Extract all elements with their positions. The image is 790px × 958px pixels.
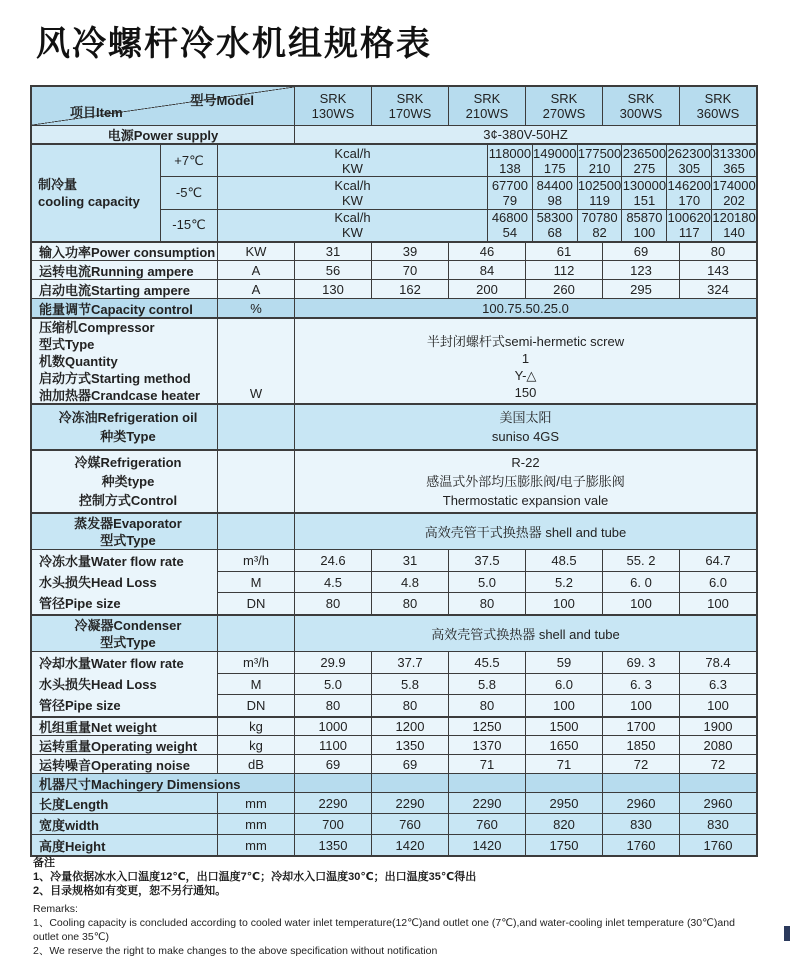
value-cell: 324	[679, 280, 756, 298]
value-cell: 120180 140	[712, 210, 756, 241]
cooling-subrows	[160, 145, 756, 241]
empty-cell	[679, 774, 756, 792]
cond-headloss-row	[217, 673, 756, 695]
row-values	[294, 695, 756, 716]
label-line: 蒸发器Evaporator	[74, 515, 182, 531]
value-cell: 5.8	[448, 674, 525, 695]
value-cell: 48.5	[525, 550, 602, 571]
capacity-control-value: 100.75.50.25.0	[294, 299, 756, 317]
label-line: 管径Pipe size	[39, 595, 121, 611]
cooling-values	[487, 210, 756, 241]
value-cell: 45.5	[448, 652, 525, 673]
value-cell: 72	[679, 755, 756, 773]
value-cell: 700	[294, 814, 371, 834]
value-cell: 100	[525, 593, 602, 614]
value-cell: 1420	[371, 835, 448, 855]
value-cell: 84	[448, 261, 525, 279]
row-values	[294, 243, 756, 260]
value-cell: 6.0	[679, 572, 756, 593]
condenser-type-value: 高效壳管式换热器 shell and tube	[294, 616, 756, 651]
empty-cell	[602, 774, 679, 792]
refrigerant-labels	[32, 451, 217, 512]
value-cell: 31	[294, 243, 371, 260]
value-cell: 58300 68	[532, 210, 577, 241]
section-evaporator-header	[32, 512, 756, 549]
value-cell: 46	[448, 243, 525, 260]
value-cell: 100	[679, 695, 756, 716]
value-cell: 69. 3	[602, 652, 679, 673]
section-evaporator-data	[32, 549, 756, 614]
label-line: 水头损失Head Loss	[39, 676, 157, 692]
value-cell: 31	[371, 550, 448, 571]
row-power-consumption	[32, 241, 756, 260]
value-cell: 830	[679, 814, 756, 834]
label-line: 水头损失Head Loss	[39, 574, 157, 590]
unit-kw: KW	[342, 225, 363, 241]
remarks-cn-title: 备注	[33, 857, 55, 869]
cond-pipesize-row	[217, 694, 756, 716]
value-cell: 80	[294, 593, 371, 614]
compressor-type-value: 半封闭螺杆式semi-hermetic screw	[426, 334, 625, 349]
row-label: 宽度width	[39, 817, 99, 833]
value-cell: 1200	[371, 718, 448, 735]
refrigerant-values	[294, 451, 756, 512]
value-cell: 70780 82	[577, 210, 622, 241]
value-cell: 146200 170	[667, 177, 711, 208]
section-cooling-capacity	[32, 143, 756, 241]
row-unit: A	[217, 280, 294, 298]
row-unit: DN	[217, 593, 294, 614]
cond-flow-row	[217, 652, 756, 673]
label-line: 型式Type	[39, 337, 95, 352]
row-label: 高度Height	[39, 838, 106, 854]
remarks-cn-line: 2、目录规格如有变更，恕不另行通知。	[33, 885, 227, 897]
model-header-cells	[294, 87, 756, 125]
remarks-cn-line: 1、冷量依据冰水入口温度12℃，出口温度7℃；冷却水入口温度30℃；出口温度35℃得出	[33, 871, 477, 883]
unit-cell	[217, 145, 487, 176]
row-starting-ampere	[32, 279, 756, 298]
value-cell: 80	[371, 593, 448, 614]
row-unit: M	[217, 674, 294, 695]
value-cell: SRK 300WS	[602, 87, 679, 125]
value-cell: 262300 305	[667, 145, 711, 176]
value-cell: 1350	[294, 835, 371, 855]
cooling-values	[487, 177, 756, 208]
remarks-en-line: 1、Cooling capacity is concluded according to cooled water inlet temperature(12℃)and outlet one (7℃),and water-cooling inlet temperature (30℃)and outlet one 35℃)	[33, 917, 735, 943]
section-refrigeration-oil	[32, 403, 756, 449]
cooling-values	[487, 145, 756, 176]
label-line: 型式Type	[100, 532, 156, 548]
label-line: 压缩机Compressor	[39, 320, 155, 335]
row-values	[294, 674, 756, 695]
label-line: 种类Type	[100, 429, 156, 444]
value-cell: 1250	[448, 718, 525, 735]
value-cell: 177500 210	[577, 145, 622, 176]
refrigerant-control-en: Thermostatic expansion vale	[442, 493, 609, 508]
value-cell: 29.9	[294, 652, 371, 673]
value-cell: 100	[525, 695, 602, 716]
value-cell: 6. 3	[602, 674, 679, 695]
value-cell: 2960	[679, 793, 756, 813]
value-cell: 236500 275	[622, 145, 667, 176]
evaporator-subrows	[217, 550, 756, 614]
cooling-label-cn: 制冷量	[38, 177, 78, 192]
value-cell: 69	[371, 755, 448, 773]
power-supply-value: 3¢-380V-50HZ	[294, 126, 756, 143]
label-line: 启动方式Starting method	[39, 371, 191, 386]
row-values	[294, 793, 756, 813]
value-cell: 80	[294, 695, 371, 716]
row-unit: m³/h	[217, 652, 294, 673]
oil-values	[294, 405, 756, 449]
value-cell: 1100	[294, 736, 371, 754]
value-cell: 1370	[448, 736, 525, 754]
value-cell: SRK 170WS	[371, 87, 448, 125]
temp-label: +7℃	[160, 145, 217, 176]
label-line: 冷冻水量Water flow rate	[39, 553, 184, 569]
value-cell: 100	[602, 593, 679, 614]
value-cell: 39	[371, 243, 448, 260]
value-cell: 85870 100	[621, 210, 666, 241]
corner-item-label: 项目Item	[70, 105, 123, 120]
row-label: 输入功率Power consumption	[39, 245, 216, 260]
value-cell: 80	[448, 593, 525, 614]
row-unit: kg	[217, 718, 294, 735]
value-cell: SRK 210WS	[448, 87, 525, 125]
cooling-capacity-label	[32, 145, 160, 241]
condenser-unit-cell	[217, 616, 294, 651]
row-label: 运转电流Running ampere	[39, 263, 194, 279]
value-cell: 69	[602, 243, 679, 260]
value-cell: 2950	[525, 793, 602, 813]
row-width	[32, 813, 756, 834]
value-cell: 67700 79	[487, 177, 532, 208]
refrigerant-unit-cell	[217, 451, 294, 512]
row-values	[294, 755, 756, 773]
value-cell: 70	[371, 261, 448, 279]
compressor-quantity-value: 1	[521, 351, 530, 366]
value-cell: 71	[525, 755, 602, 773]
temp-label: -15℃	[160, 210, 217, 241]
value-cell: 4.8	[371, 572, 448, 593]
label-line: 冷凝器Condenser	[74, 617, 182, 633]
cooling-row-minus5	[160, 176, 756, 208]
value-cell: 5.0	[294, 674, 371, 695]
row-running-ampere	[32, 260, 756, 279]
value-cell: 118000 138	[488, 145, 532, 176]
compressor-heater-value: 150	[514, 385, 537, 400]
unit-kcal: Kcal/h	[334, 177, 371, 193]
value-cell: 5.0	[448, 572, 525, 593]
label-line: 冷冻油Refrigeration oil	[58, 410, 198, 425]
row-label: 运转噪音Operating noise	[39, 757, 190, 773]
value-cell: 5.2	[525, 572, 602, 593]
value-cell: 112	[525, 261, 602, 279]
value-cell: 84400 98	[532, 177, 577, 208]
value-cell: 1350	[371, 736, 448, 754]
value-cell: 64.7	[679, 550, 756, 571]
value-cell: 1760	[679, 835, 756, 855]
label-line: 管径Pipe size	[39, 697, 121, 713]
row-dimensions-header	[32, 773, 756, 792]
row-unit: KW	[217, 243, 294, 260]
value-cell: 162	[371, 280, 448, 298]
value-cell: 1000	[294, 718, 371, 735]
row-unit: dB	[217, 755, 294, 773]
empty-cell	[525, 774, 602, 792]
row-values	[294, 550, 756, 571]
value-cell: 5.8	[371, 674, 448, 695]
value-cell: 80	[448, 695, 525, 716]
value-cell: 1750	[525, 835, 602, 855]
compressor-labels	[32, 319, 217, 403]
evaporator-unit-cell	[217, 514, 294, 549]
value-cell: 1760	[602, 835, 679, 855]
row-values	[294, 572, 756, 593]
value-cell: 260	[525, 280, 602, 298]
value-cell: 2290	[371, 793, 448, 813]
value-cell: 6.0	[525, 674, 602, 695]
row-values	[294, 835, 756, 855]
row-values	[294, 593, 756, 614]
row-values	[294, 261, 756, 279]
row-unit: A	[217, 261, 294, 279]
compressor-unit: W	[217, 319, 294, 403]
section-refrigerant	[32, 449, 756, 512]
table-corner-cell	[32, 87, 294, 125]
row-values	[294, 814, 756, 834]
row-unit: mm	[217, 793, 294, 813]
compressor-starting-value: Y-△	[514, 368, 537, 383]
value-cell: 295	[602, 280, 679, 298]
unit-kw: KW	[342, 160, 363, 176]
value-cell: 174000 202	[712, 177, 756, 208]
value-cell: 200	[448, 280, 525, 298]
value-cell: 760	[371, 814, 448, 834]
row-length	[32, 792, 756, 813]
value-cell: 46800 54	[487, 210, 532, 241]
label-line: 冷却水量Water flow rate	[39, 655, 184, 671]
value-cell: 1420	[448, 835, 525, 855]
row-label: 能量调节Capacity control	[39, 301, 193, 317]
condenser-row-labels	[32, 652, 217, 716]
section-compressor	[32, 317, 756, 403]
row-label: 启动电流Starting ampere	[39, 282, 190, 298]
cooling-label-en: cooling capacity	[38, 194, 140, 209]
unit-kw: KW	[342, 192, 363, 208]
value-cell: SRK 360WS	[679, 87, 756, 125]
row-values	[294, 736, 756, 754]
value-cell: 59	[525, 652, 602, 673]
value-cell: 2290	[294, 793, 371, 813]
row-unit: mm	[217, 835, 294, 855]
oil-type: suniso 4GS	[491, 429, 560, 444]
unit-cell	[217, 177, 487, 208]
oil-unit-cell	[217, 405, 294, 449]
row-unit: m³/h	[217, 550, 294, 571]
value-cell: 1650	[525, 736, 602, 754]
value-cell: 100	[602, 695, 679, 716]
value-cell: 130	[294, 280, 371, 298]
remarks-en-title: Remarks:	[33, 903, 78, 915]
value-cell: 37.5	[448, 550, 525, 571]
empty-cell	[294, 774, 371, 792]
row-power-supply	[32, 125, 756, 143]
value-cell: 24.6	[294, 550, 371, 571]
value-cell: 100	[679, 593, 756, 614]
section-condenser-data	[32, 651, 756, 716]
remarks-en-line: 2、We reserve the right to make changes to the above specification without notification	[33, 945, 438, 957]
row-operating-noise	[32, 754, 756, 773]
row-height	[32, 834, 756, 855]
value-cell: 37.7	[371, 652, 448, 673]
value-cell: 4.5	[294, 572, 371, 593]
dimensions-header-label: 机器尺寸Machingery Dimensions	[39, 776, 241, 792]
compressor-values	[294, 319, 756, 403]
refrigerant-type: R-22	[511, 455, 540, 470]
row-label: 机组重量Net weight	[39, 720, 157, 735]
evaporator-labels	[32, 514, 217, 549]
evap-headloss-row	[217, 571, 756, 593]
spec-table	[30, 85, 758, 857]
value-cell: 2080	[679, 736, 756, 754]
oil-brand: 美国太阳	[499, 410, 552, 425]
value-cell: 1500	[525, 718, 602, 735]
evap-pipesize-row	[217, 592, 756, 614]
cooling-row-plus7	[160, 145, 756, 176]
value-cell: 313300 365	[712, 145, 756, 176]
row-unit: kg	[217, 736, 294, 754]
value-cell: 143	[679, 261, 756, 279]
value-cell: 6.3	[679, 674, 756, 695]
row-operating-weight	[32, 735, 756, 754]
condenser-subrows	[217, 652, 756, 716]
evaporator-type-value: 高效壳管干式换热器 shell and tube	[294, 514, 756, 549]
row-unit: M	[217, 572, 294, 593]
evap-flow-row	[217, 550, 756, 571]
corner-model-label: 型号Model	[190, 93, 254, 108]
value-cell: 1700	[602, 718, 679, 735]
oil-labels	[32, 405, 217, 449]
row-label: 运转重量Operating weight	[39, 738, 198, 754]
value-cell: 72	[602, 755, 679, 773]
value-cell: 2960	[602, 793, 679, 813]
value-cell: 102500 119	[577, 177, 622, 208]
value-cell: 123	[602, 261, 679, 279]
row-values	[294, 652, 756, 673]
value-cell: 760	[448, 814, 525, 834]
row-values	[294, 280, 756, 298]
value-cell: 78.4	[679, 652, 756, 673]
section-condenser-header	[32, 614, 756, 651]
value-cell: SRK 270WS	[525, 87, 602, 125]
empty-cell	[371, 774, 448, 792]
temp-label: -5℃	[160, 177, 217, 208]
value-cell: 56	[294, 261, 371, 279]
value-cell: 71	[448, 755, 525, 773]
value-cell: 149000 175	[533, 145, 577, 176]
dimensions-header-empty-cells	[294, 774, 756, 792]
unit-cell	[217, 210, 487, 241]
label-line: 机数Quantity	[39, 354, 118, 369]
value-cell: 1900	[679, 718, 756, 735]
label-line: 种类type	[101, 474, 155, 489]
evaporator-row-labels	[32, 550, 217, 614]
condenser-labels	[32, 616, 217, 651]
value-cell: 830	[602, 814, 679, 834]
empty-cell	[448, 774, 525, 792]
row-unit: DN	[217, 695, 294, 716]
row-values	[294, 718, 756, 735]
label-line: 型式Type	[100, 634, 156, 650]
value-cell: 2290	[448, 793, 525, 813]
corner-mark	[784, 926, 790, 941]
power-supply-label: 电源Power supply	[107, 128, 219, 143]
value-cell: SRK 130WS	[294, 87, 371, 125]
value-cell: 69	[294, 755, 371, 773]
value-cell: 61	[525, 243, 602, 260]
unit-kcal: Kcal/h	[334, 145, 371, 161]
label-line: 控制方式Control	[78, 493, 178, 508]
row-label: 长度Length	[39, 796, 109, 812]
label-line: 冷媒Refrigeration	[74, 455, 182, 470]
page-title: 风冷螺杆冷水机组规格表	[36, 25, 432, 63]
value-cell: 6. 0	[602, 572, 679, 593]
row-unit: mm	[217, 814, 294, 834]
label-line: 油加热器Crandcase heater	[39, 388, 201, 403]
row-capacity-control	[32, 298, 756, 317]
refrigerant-control-cn: 感温式外部均压膨胀阀/电子膨胀阀	[426, 474, 625, 489]
value-cell: 820	[525, 814, 602, 834]
remarks-block	[33, 856, 757, 958]
value-cell: 100620 117	[667, 210, 711, 241]
value-cell: 1850	[602, 736, 679, 754]
row-net-weight	[32, 716, 756, 735]
row-unit: %	[217, 299, 294, 317]
value-cell: 55. 2	[602, 550, 679, 571]
cooling-row-minus15	[160, 209, 756, 241]
unit-kcal: Kcal/h	[334, 210, 371, 226]
value-cell: 130000 151	[622, 177, 667, 208]
value-cell: 80	[679, 243, 756, 260]
table-header-row	[32, 87, 756, 125]
value-cell: 80	[371, 695, 448, 716]
